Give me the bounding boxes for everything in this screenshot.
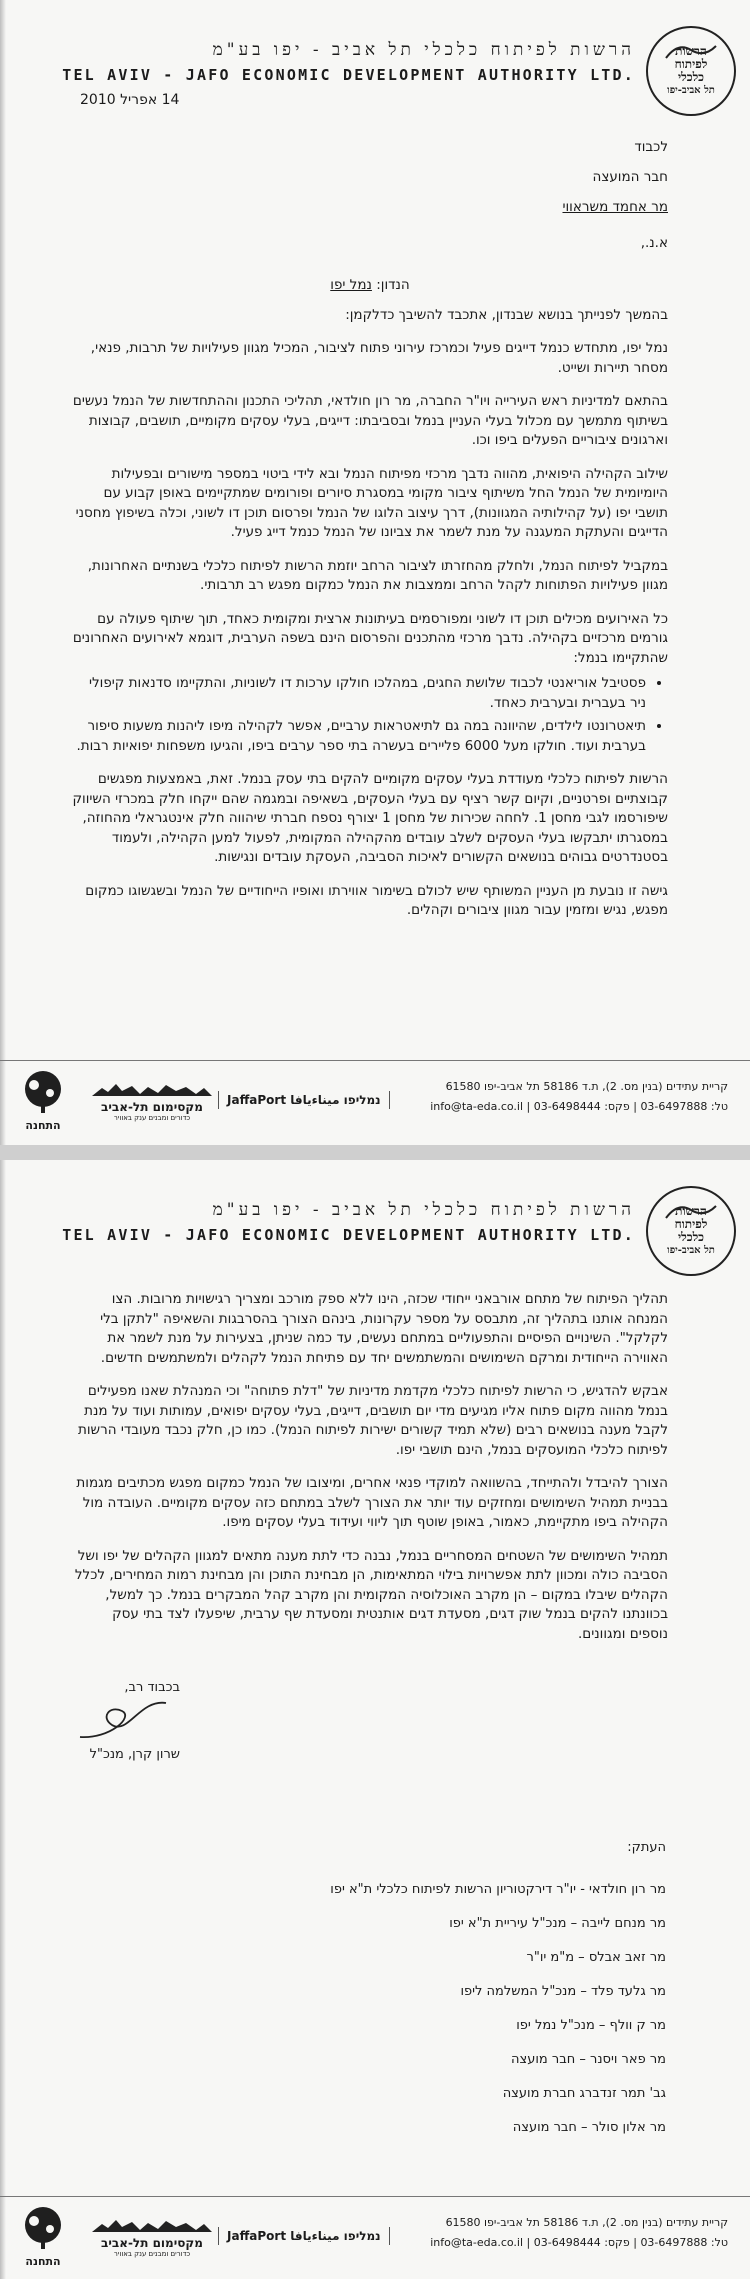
magic-subtitle: כדורים ומבנים ענק באוויר	[113, 2250, 191, 2258]
subject-line	[72, 276, 668, 296]
paragraph: כל האירועים מכילים תוכן דו לשוני ומפורסמים בעיתונות ארצית ומקומית כאחד, תוך שיתוף פעולה עם גורמים מרכזיים בקהילה. נדבך מרכזי מהתכנים והפרסום הינם בשפה הערבית, דוגמא לאירועים האחרונים שהתקיימו בנמל:	[72, 610, 668, 666]
letter-body	[72, 1290, 668, 1658]
magic-subtitle: כדורים ומבנים ענק באוויר	[113, 1114, 191, 1122]
seal-line: כלכלי	[677, 70, 705, 84]
events-list	[72, 674, 668, 756]
greeting: א.נ.,	[640, 235, 668, 251]
seal-wave-icon	[648, 28, 734, 114]
footer-address: קריית עתידים (בנין מס. 2), ת.ד 58186 תל אביב-יפו 61580	[445, 1080, 728, 1093]
seal-line: הרשות	[675, 44, 707, 58]
recipient-role: חבר המועצה	[592, 169, 668, 185]
paragraph: נמל יפו, מתחדש כנמל דייגים פעיל וכמרכז עירוני פתוח לציבור, המכיל מגוון פעילויות של תרבות, פנאי, מסחר תיירות ושייט.	[90, 340, 668, 376]
signatory: שרון קרן, מנכ"ל	[89, 1747, 180, 1762]
maximum-tel-aviv-logo	[92, 1081, 212, 1125]
paragraph: אבקש להדגיש, כי הרשות לפיתוח כלכלי מקדמת מדיניות של "דלת פתוחה" וכי המנהלת שאנו מפעילים בנמל מהווה מקום פתוח אליו מגיעים מדי יום תושבים, דייגים, בעלי עסקים יפואים, עמותות ועוד על מנת לקבל מענה בנושאים רבים (שלא תמיד קשורים ישירות לפיתוח הנמל). כמו כן, חלק נכבד מעובדי הרשות לפיתוח כלכלי המועסקים בנמל, הינם תושבי יפו.	[78, 1383, 668, 1458]
magic-title: מקסימום תל-אביב	[101, 2236, 203, 2250]
paragraph: הרשות לפיתוח כלכלי מעודדת בעלי עסקים מקומיים להקים בתי עסק בנמל. זאת, באמצעות מפגשים קבוצתיים ופרטניים, וקיום קשר רציף עם בעלי העסקים, בשאיפה ובמגמה שהם ייקחו חלק במכרזי השיווק שיפורסמו לגבי מחסן 1. לחחה שכירות של מחסן 1 יצורף נספח חברתי שיהווה חלק אינטגראלי מהחוזה, במסגרתו יתבקשו בעלי העסקים לשלב עובדים מהקהילה המקומית, לפעול למען הקהילה, ולעמוד בסטנדרטים גבוהים בנושאים הקשורים לאיכות הסביבה, העסקת עובדים ונגישות.	[72, 771, 668, 865]
subject-label: הנדון:	[376, 277, 410, 293]
closing: בכבוד רב,	[124, 1680, 180, 1695]
org-name-hebrew: הרשות לפיתוח כלכלי תל אביב - יפו בע"מ	[212, 40, 635, 60]
paragraph: גישה זו נובעת מן העניין המשותף שיש לכולם בשימור אווירתו ואופיו הייחודיים של הנמל ובשגשוגו כמקום מפגש, נגיש ומזמין עבור מגוון ציבורים וקהלים.	[85, 882, 668, 918]
maximum-tel-aviv-logo	[92, 2217, 212, 2261]
footer-address: קריית עתידים (בנין מס. 2), ת.ד 58186 תל אביב-יפו 61580	[445, 2216, 728, 2229]
paragraph: בהמשך לפנייתך בנושא שבנדון, אתכבד להשיבך כדלקמן:	[345, 306, 668, 323]
recipient-to: לכבוד	[634, 139, 668, 155]
hatahana-name: התחנה	[25, 1119, 61, 1132]
tree-icon	[17, 1069, 69, 1115]
hatahana-name: התחנה	[25, 2255, 61, 2268]
cc-item: גב' תמר זנדברג חברת מועצה	[502, 2086, 666, 2101]
paragraph: תמהיל השימושים של השטחים המסחריים בנמל, נבנה כדי לתת מענה מתאים למגוון הקהלים של יפו ושל הסביבה כולה ומכוון לתת אפשרויות בילוי המתאימות, הן מבחינת התוכן והן מבחינת רמות המחירים, לכלל הקהלים שיבלו במקום – הן מקרב האוכלוסיה המקומית והן מקרב קהל המבקרים בנמל. כך למשל, בכוונתנו להקים בנמל שוק דגים, מסעדת דגים אותנטית ומסעדת שף ערבית, שיפעלו לצד בתי עסק נוספים ומגוונים.	[74, 1547, 668, 1642]
jaffa-port-logo: JaffaPort נמליפו ميناءيافا	[218, 2227, 390, 2245]
paragraph: הצורך להיבדל ולהתייחד, בהשוואה למוקדי פנאי אחרים, ומיצובו של הנמל כמקום מפגש מכתיבים מגמות בבניית תמהיל השימושים ומחזקים עוד יותר את הצורך לשלב במתחם כזה עסקים מקומיים. העובדה מול הקהילה ביפו מתקיימת, כאמור, באופן שוטף תוך ליווי ועידוד בעלי עסקים מיפו.	[76, 1475, 668, 1530]
hatahana-logo	[10, 2205, 76, 2271]
footer-contact	[430, 1077, 728, 1117]
scan-edge	[0, 1160, 6, 2279]
cc-item: מר זאב אבלס – מ"מ יו"ר	[526, 1950, 666, 1965]
hatahana-logo	[10, 1069, 76, 1135]
paragraph: בהתאם למדיניות ראש העירייה ויו"ר החברה, מר רון חולדאי, תהליכי התכנון וההתחדשות של הנמל נעשים בשיתוף מתמשך עם מכלול בעלי העניין בנמל ובסביבתו: דייגים, בעלי עסקים מקומיים, תושבים, קבוצות וארגונים ציבוריים הפעלים ביפו וכו.	[72, 393, 668, 448]
org-name-english: TEL AVIV - JAFO ECONOMIC DEVELOPMENT AUTHORITY LTD.	[62, 1226, 635, 1244]
paragraph: במקביל לפיתוח הנמל, ולחלק מהחזרתו לציבור הרחב יוזמת הרשות לפיתוח כלכלי בשנתיים האחרונות, מגוון פעילויות הפתוחות לקהל הרחב וממצבות את הנמל כמקום מפגש רב תרבותי.	[87, 557, 668, 593]
list-item: • פסטיבל אוריאנטי לכבוד שלושת החגים, במהלכו חולקו ערכות דו לשוניות, והתקיימו סדנאות קיפולי ניר בעברית ובערבית כאחד.	[72, 674, 646, 713]
seal-line: לפיתוח	[674, 57, 708, 71]
signature-block	[70, 1680, 180, 1762]
skyline-icon	[92, 2218, 212, 2232]
org-seal-logo	[646, 26, 736, 116]
cc-item: מר מנחם לייבה – מנכ"ל עיריית ת"א יפו	[449, 1916, 666, 1931]
letter-date: 14 אפריל 2010	[80, 92, 180, 108]
footer-phones: טל: 03-6497888 | פקס: 03-6498444 | info@ta-eda.co.il	[430, 1100, 728, 1113]
footer-contact	[430, 2213, 728, 2253]
magic-title: מקסימום תל-אביב	[101, 1100, 203, 1114]
seal-line: הרשות	[675, 1204, 707, 1218]
letter-body	[72, 132, 668, 935]
paragraph: שילוב הקהילה היפואית, מהווה נדבך מרכזי מפיתוח הנמל ובא לידי ביטוי במספר מישורים ובפעילות היומיומית של הנמל החל משיתוף ציבור מקומי במסגרת סיורים ופורומים שמתקיימים באופן קבוע עם תושבי יפו (על קהילותיה המגוונות), דרך עיצוב הלוגו של הנמל ופרסום תוכן דו לשוני, וכלה בשיפוץ מחסני הדייגים והעתקת המעגנה על מנת לשמר את צביונו של הנמל כנמל דייג פעיל.	[75, 465, 668, 540]
cc-item: מר גלעד פלד – מנכ"ל המשלמה ליפו	[460, 1984, 666, 1999]
seal-line: לפיתוח	[674, 1217, 708, 1231]
cc-item: מר רון חולדאי - יו"ר דירקטוריון הרשות לפיתוח כלכלי ת"א יפו	[330, 1882, 666, 1897]
seal-line: תל אביב-יפו	[667, 1245, 715, 1256]
cc-item: מר אלון סולר – חבר מועצה	[512, 2120, 666, 2135]
subject-text: נמל יפו	[330, 277, 372, 293]
org-name-english: TEL AVIV - JAFO ECONOMIC DEVELOPMENT AUTHORITY LTD.	[62, 66, 635, 84]
letter-footer	[0, 2196, 750, 2277]
cc-block	[330, 1840, 666, 2145]
list-item: • תיאטרונטו לילדים, שהיוונה במה גם לתיאטראות ערביים, אפשר לקהילה מיפו ליהנות משעות סיפור בערבית ועוד. חולקו מעל 6000 פליירים בעשרה בתי ספר ערבים ביפו, והגיעו משפחות יפואיות רבות.	[72, 717, 646, 756]
seal-wave-icon	[648, 1188, 734, 1274]
tree-icon	[17, 2205, 69, 2251]
recipient-name: מר אחמד משראווי	[562, 199, 668, 215]
jaffa-port-logo: JaffaPort נמליפו ميناءيافا	[218, 1091, 390, 1109]
seal-line: תל אביב-יפו	[667, 85, 715, 96]
seal-line: כלכלי	[677, 1230, 705, 1244]
cc-title: העתק:	[627, 1840, 666, 1855]
letter-footer	[0, 1060, 750, 1141]
letter-page-2	[0, 1160, 750, 2279]
paragraph: תהליך הפיתוח של מתחם אורבאני ייחודי שכזה, הינו ללא ספק מורכב ומצריך רגישויות מרובות. הצו המנחה אותנו בתהליך זה, מתבסס על מספר עקרונות, בינהם הצורך בהסרבגות והשאיפה "לתקן בלי לקלקל". השינויים הפיסיים והתפעוליים במתחם נעשים, עד כמה שניתן, בצעירות על מנת לשמר את האווירה הייחודית ומרקם השימושים והמשתמשים יחד עם פתיחת הנמל לקהלים ולמשתמשים חדשים.	[100, 1291, 668, 1366]
org-name-hebrew: הרשות לפיתוח כלכלי תל אביב - יפו בע"מ	[212, 1200, 635, 1220]
handwritten-signature	[70, 1695, 180, 1743]
cc-item: מר ק וולף – מנכ"ל נמל יפו	[516, 2018, 666, 2033]
scan-edge	[0, 0, 6, 1145]
recipient-block	[72, 132, 668, 258]
footer-phones: טל: 03-6497888 | פקס: 03-6498444 | info@ta-eda.co.il	[430, 2236, 728, 2249]
cc-item: מר פאר ויסנר – חבר מועצה	[511, 2052, 666, 2067]
org-seal-logo	[646, 1186, 736, 1276]
skyline-icon	[92, 1082, 212, 1096]
